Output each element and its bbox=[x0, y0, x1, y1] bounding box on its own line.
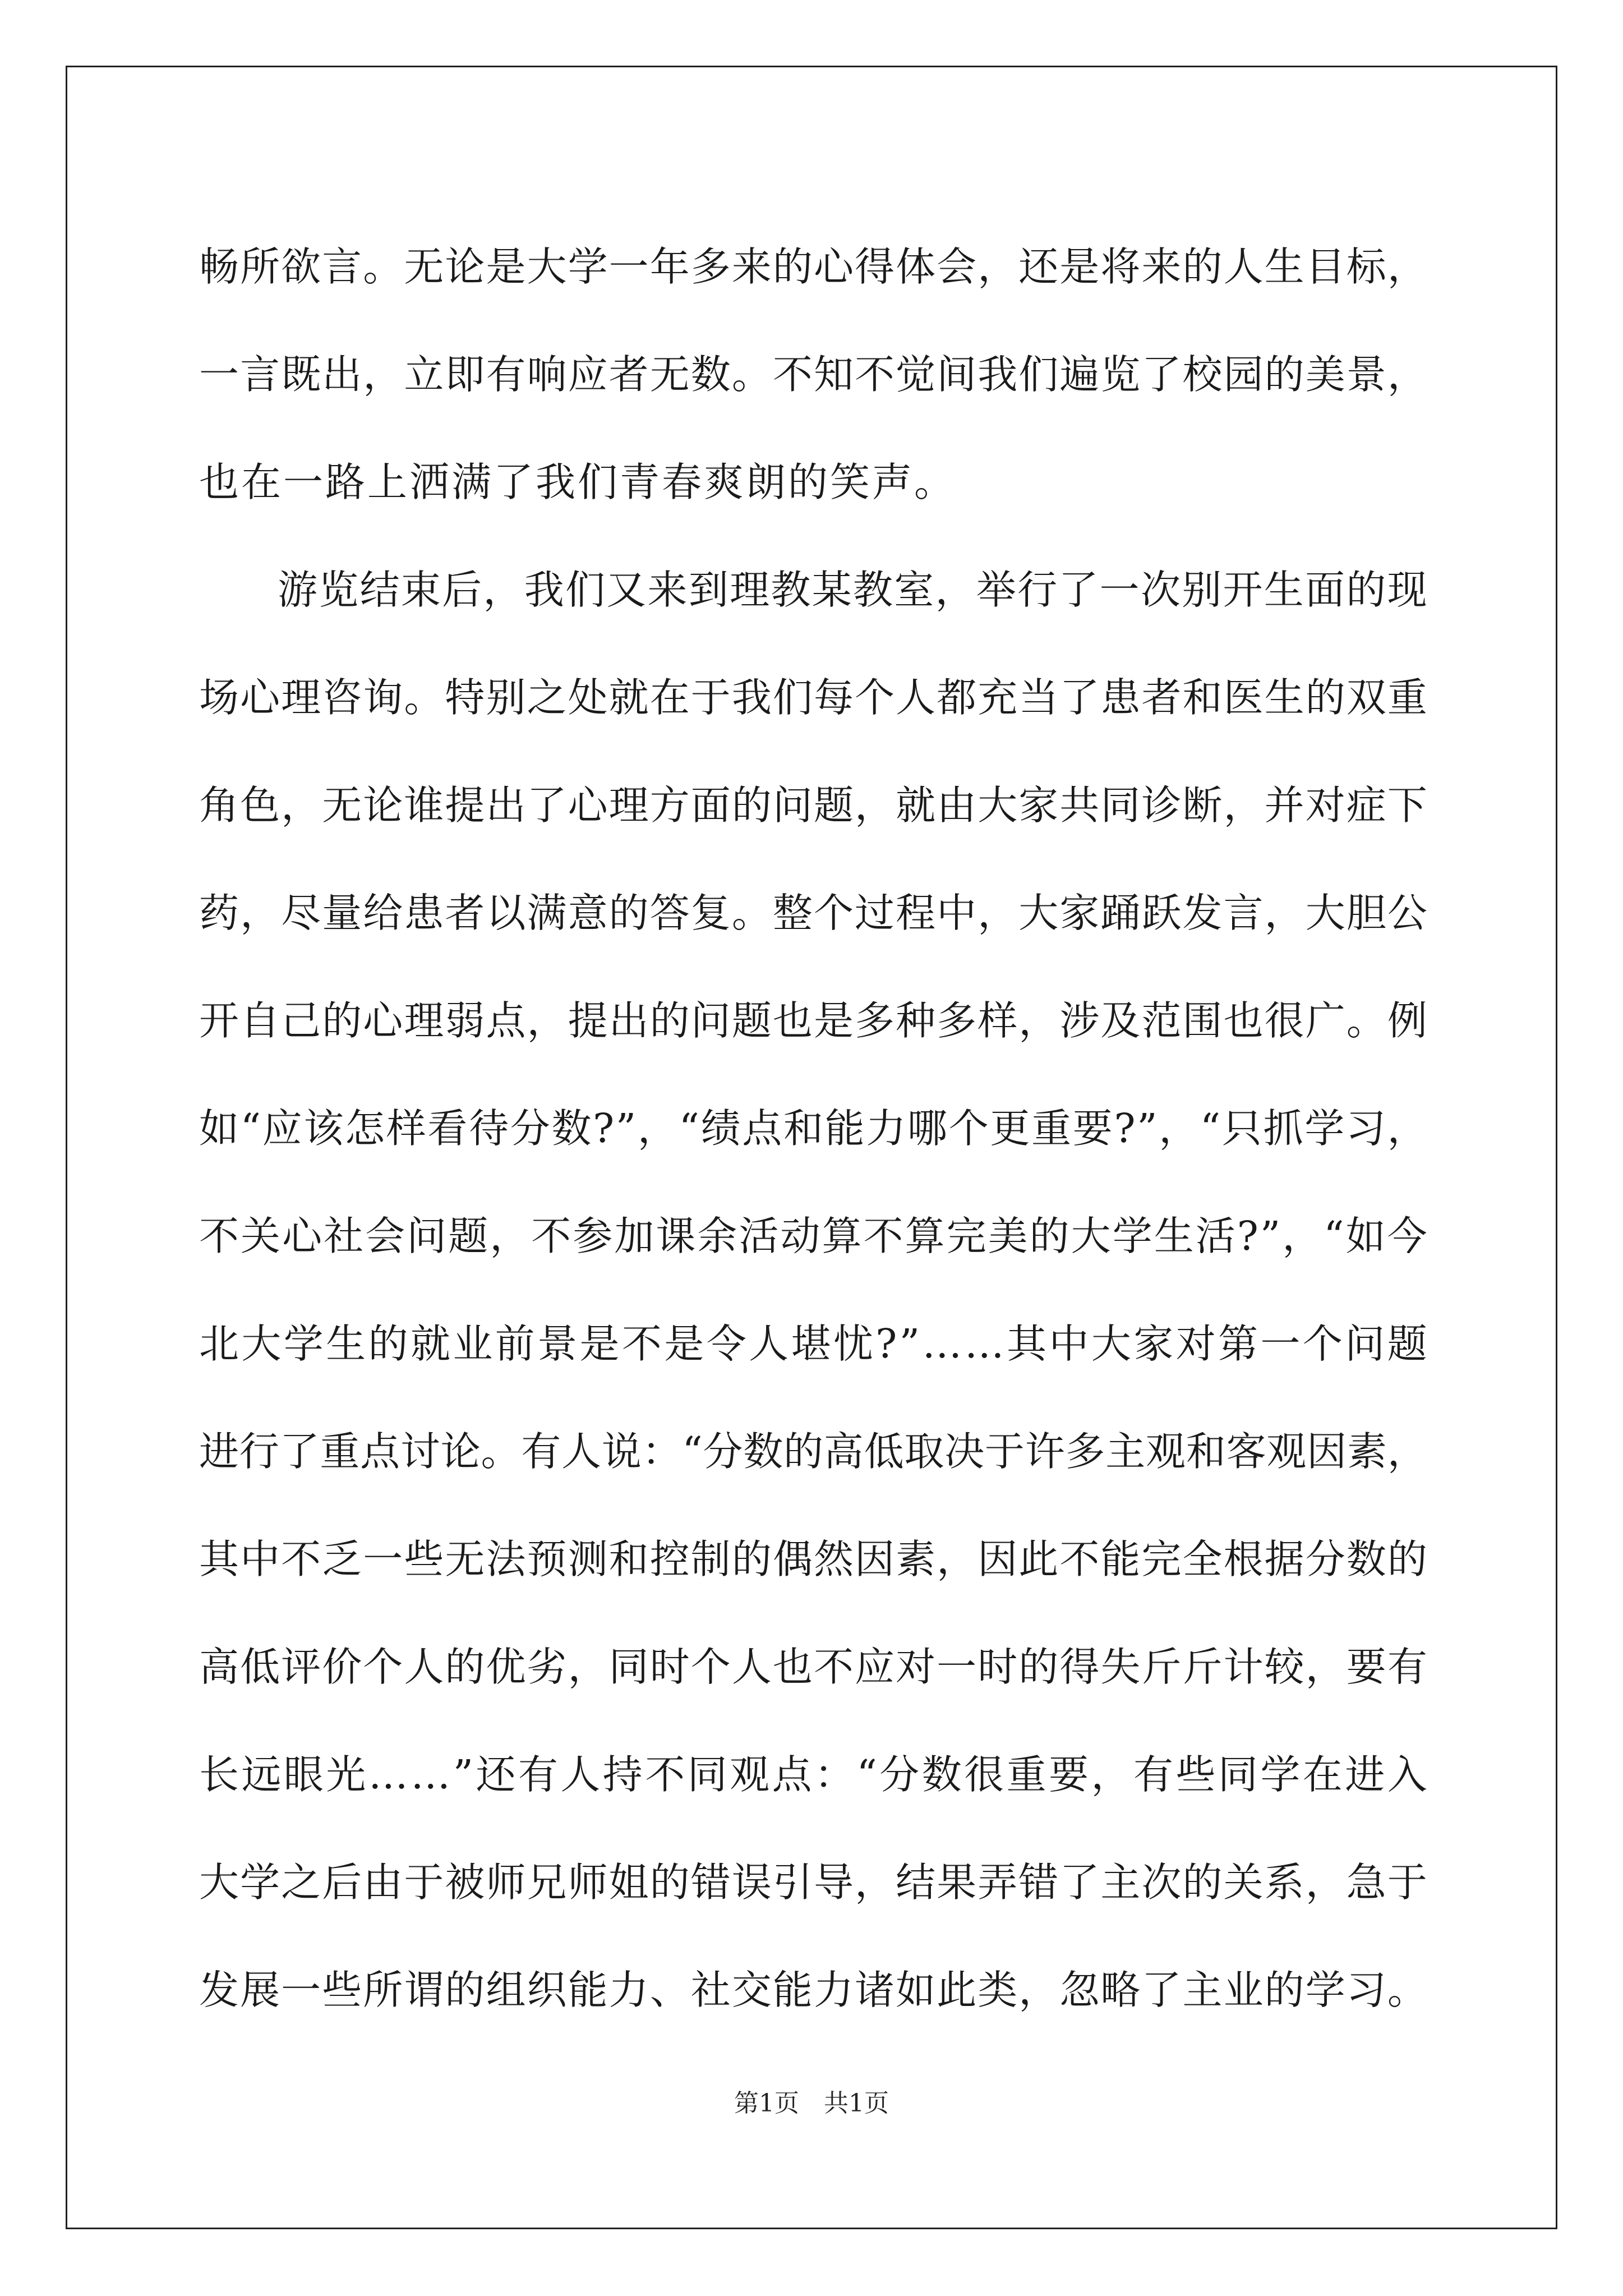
text-line-14: 高 低 评 价 个 人 的 优 劣 ， 同 时 个 人 也 不 应 对 一 时 的 得 失 斤 斤 计 较 ， 要 有 bbox=[199, 1644, 1427, 1690]
document-body bbox=[199, 213, 1427, 2044]
page-number: 第1页 共1页 bbox=[734, 2089, 889, 2118]
text-line-13: 其 中 不 乏 一 些 无 法 预 测 和 控 制 的 偶 然 因 素 ， 因 此 不 能 完 全 根 据 分 数 的 bbox=[199, 1536, 1427, 1582]
text-line-3: 也在一路上洒满了我们青春爽朗的笑声。 bbox=[199, 459, 957, 505]
text-line-17: 发 展 一 些 所 谓 的 组 织 能 力 、 社 交 能 力 诸 如 此 类 ， 忽 略 了 主 业 的 学 习 。 bbox=[199, 1967, 1427, 2013]
text-line-7: 药 ， 尽 量 给 患 者 以 满 意 的 答 复 。 整 个 过 程 中 ， 大 家 踊 跃 发 言 ， 大 胆 公 bbox=[199, 890, 1427, 936]
text-line-12: 进 行 了 重 点 讨 论 。 有 人 说 ： “ 分 数 的 高 低 取 决 于 许 多 主 观 和 客 观 因 素 ， bbox=[199, 1428, 1427, 1475]
text-line-4: 游 览 结 束 后 ， 我 们 又 来 到 理 教 某 教 室 ， 举 行 了 一 次 别 开 生 面 的 现 bbox=[278, 567, 1427, 613]
text-line-1: 畅 所 欲 言 。 无 论 是 大 学 一 年 多 来 的 心 得 体 会 ， 还 是 将 来 的 人 生 目 标 ， bbox=[199, 243, 1427, 290]
text-line-15: 长 远 眼 光 … … ” 还 有 人 持 不 同 观 点 ： “ 分 数 很 重 要 ， 有 些 同 学 在 进 入 bbox=[199, 1751, 1427, 1798]
text-line-8: 开 自 己 的 心 理 弱 点 ， 提 出 的 问 题 也 是 多 种 多 样 ， 涉 及 范 围 也 很 广 。 例 bbox=[199, 997, 1427, 1044]
text-line-2: 一 言 既 出 ， 立 即 有 响 应 者 无 数 。 不 知 不 觉 间 我 们 遍 览 了 校 园 的 美 景 ， bbox=[199, 351, 1427, 398]
text-line-16: 大 学 之 后 由 于 被 师 兄 师 姐 的 错 误 引 导 ， 结 果 弄 错 了 主 次 的 关 系 ， 急 于 bbox=[199, 1859, 1427, 1906]
text-line-11: 北 大 学 生 的 就 业 前 景 是 不 是 令 人 堪 忧 ? ” … … 其 中 大 家 对 第 一 个 问 题 bbox=[199, 1320, 1427, 1367]
text-line-6: 角 色 ， 无 论 谁 提 出 了 心 理 方 面 的 问 题 ， 就 由 大 家 共 同 诊 断 ， 并 对 症 下 bbox=[199, 782, 1427, 829]
page-footer bbox=[0, 2087, 1623, 2120]
text-line-5: 场 心 理 咨 询 。 特 别 之 处 就 在 于 我 们 每 个 人 都 充 当 了 患 者 和 医 生 的 双 重 bbox=[199, 674, 1427, 721]
text-line-9: 如 “ 应 该 怎 样 看 待 分 数 ? ” ， “ 绩 点 和 能 力 哪 个 更 重 要 ? ” ， “ 只 抓 学 习 ， bbox=[199, 1105, 1427, 1152]
text-line-10: 不 关 心 社 会 问 题 ， 不 参 加 课 余 活 动 算 不 算 完 美 的 大 学 生 活 ? ” ， “ 如 今 bbox=[199, 1213, 1427, 1259]
